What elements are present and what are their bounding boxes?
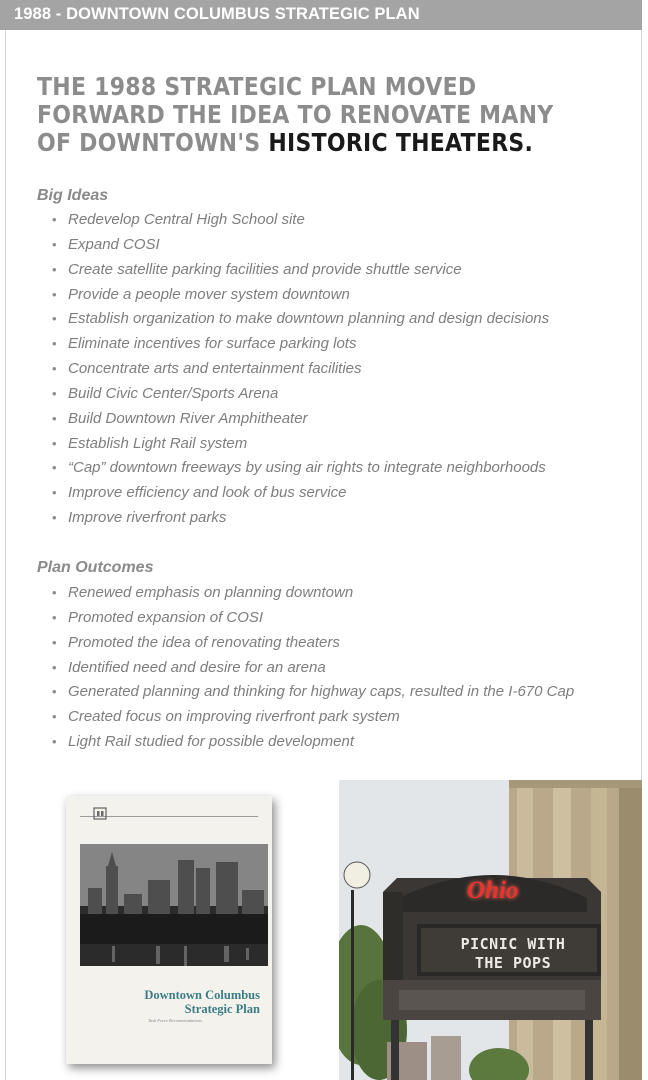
marquee-line-2: THE POPS [474,954,552,972]
list-item: • Provide a people mover system downtown [52,285,549,310]
list-item: • Identified need and desire for an arena [52,658,574,683]
list-item: • Light Rail studied for possible development [52,732,574,757]
list-item: • Eliminate incentives for surface parking lots [52,334,549,359]
report-cover-title-line-2: Strategic Plan [184,1001,260,1016]
plan-outcomes-heading: Plan Outcomes [37,559,154,576]
list-item: • Establish Light Rail system [52,434,549,459]
skyline-illustration [66,796,272,1064]
list-item: • Build Downtown River Amphitheater [52,409,549,434]
headline-lead: THE 1988 STRATEGIC PLAN MOVED FORWARD THE IDEA TO RENOVATE MANY OF DOWNTOWN'S [37,72,554,157]
list-item: • Promoted the idea of renovating theaters [52,633,574,658]
big-ideas-list [52,210,549,533]
report-cover-subtitle: Task Force Recommendations [148,1018,202,1023]
list-item: • Redevelop Central High School site [52,210,549,235]
list-item: • Build Civic Center/Sports Arena [52,384,549,409]
list-item: • Establish organization to make downtown planning and design decisions [52,309,549,334]
list-item: • Improve efficiency and look of bus service [52,483,549,508]
theater-sign-name: Ohio [467,877,519,904]
theater-marquee-photo [339,780,642,1080]
report-cover-image [66,796,272,1064]
list-item: • Improve riverfront parks [52,508,549,533]
list-item: • Expand COSI [52,235,549,260]
list-item: • “Cap” downtown freeways by using air rights to integrate neighborhoods [52,458,549,483]
big-ideas-heading: Big Ideas [37,187,109,204]
header-bar [0,0,642,30]
list-item: • Renewed emphasis on planning downtown [52,583,574,608]
page-headline [37,73,565,157]
headline-highlight: HISTORIC THEATERS. [268,128,534,157]
plan-outcomes-list [52,583,574,757]
marquee-illustration [339,780,642,1080]
marquee-line-1: PICNIC WITH [460,935,566,953]
list-item: • Created focus on improving riverfront park system [52,707,574,732]
report-cover-title [66,989,272,1016]
report-logo-icon [94,808,106,819]
list-item: • Generated planning and thinking for highway caps, resulted in the I-670 Cap [52,682,574,707]
report-cover-title-line-1: Downtown Columbus [144,988,260,1002]
list-item: • Create satellite parking facilities and provide shuttle service [52,260,549,285]
list-item: • Concentrate arts and entertainment facilities [52,359,549,384]
list-item: • Promoted expansion of COSI [52,608,574,633]
header-title: 1988 - DOWNTOWN COLUMBUS STRATEGIC PLAN [14,5,420,23]
